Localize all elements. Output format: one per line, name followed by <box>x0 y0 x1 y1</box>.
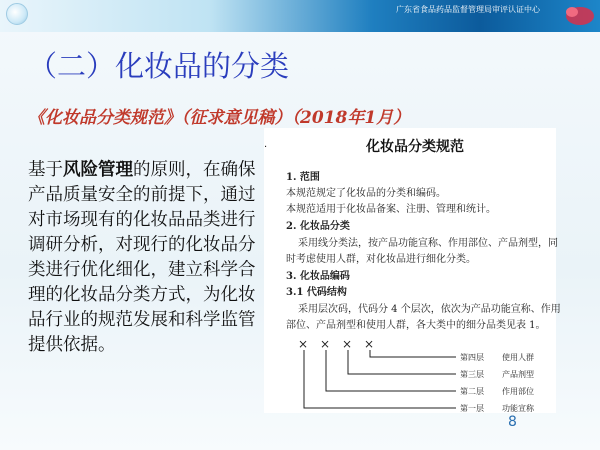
doc-line: 采用层次码，代码分 4 个层次，依次为产品功能宣称、作用 <box>298 304 561 315</box>
document-title: 化妆品分类规范 <box>366 139 464 155</box>
doc-line: 1. 范围 <box>286 172 320 183</box>
doc-line: 部位、产品剂型和使用人群，各大类中的细分品类见表 1。 <box>286 320 546 331</box>
body-part-1: 基于 <box>28 160 63 180</box>
layer-label: 第四层 <box>460 353 484 362</box>
code-mark: × <box>364 337 375 351</box>
code-structure-diagram <box>264 328 556 418</box>
doc-line: 采用线分类法，按产品功能宣称、作用部位、产品剂型，同 <box>298 238 558 249</box>
doc-line: 本规范适用于化妆品备案、注册、管理和统计。 <box>286 204 496 215</box>
layer-name: 功能宣称 <box>502 404 534 413</box>
code-mark: × <box>342 337 353 351</box>
banner-title: 广东省食品药品监督管理局审评认证中心 <box>396 5 540 14</box>
doc-line: 3. 化妆品编码 <box>286 271 350 282</box>
connector-line-third <box>348 350 456 374</box>
doc-line: 时考虑使用人群，对化妆品进行细化分类。 <box>286 254 476 265</box>
slide-title: （二）化妆品的分类 <box>28 49 290 83</box>
header-banner <box>0 0 600 32</box>
connector-line-first <box>304 350 456 408</box>
connector-line-second <box>326 350 456 391</box>
code-mark: × <box>298 337 309 351</box>
doc-line: 3.1 代码结构 <box>286 287 347 298</box>
doc-line: 2. 化妆品分类 <box>286 221 350 232</box>
layer-label: 第三层 <box>460 370 484 379</box>
layer-label: 第一层 <box>460 404 484 413</box>
layer-name: 使用人群 <box>502 353 534 362</box>
document-excerpt <box>264 128 561 413</box>
flower-petal-icon <box>566 7 578 17</box>
body-part-2: 的原则，在确保产品质量安全的前提下，通过对市场现有的化妆品品类进行调研分析，对现行的化妆品分类进行优化细化，建立科学合理的化妆品分类方式，为化妆品行业的规范发展和科学监管提供依据。 <box>28 160 256 355</box>
body-paragraph <box>28 158 258 358</box>
document-bullet: · <box>264 142 268 153</box>
doc-line: 本规范规定了化妆品的分类和编码。 <box>286 188 446 199</box>
layer-label: 第二层 <box>460 387 484 396</box>
connector-line-fourth <box>370 350 456 357</box>
page-number: 8 <box>508 414 517 430</box>
body-emphasis: 风险管理 <box>63 160 133 180</box>
code-mark: × <box>320 337 331 351</box>
layer-name: 作用部位 <box>502 387 534 396</box>
layer-name: 产品剂型 <box>502 370 534 379</box>
slide-subtitle: 《化妆品分类规范》（征求意见稿）（2018年1月） <box>28 108 411 128</box>
